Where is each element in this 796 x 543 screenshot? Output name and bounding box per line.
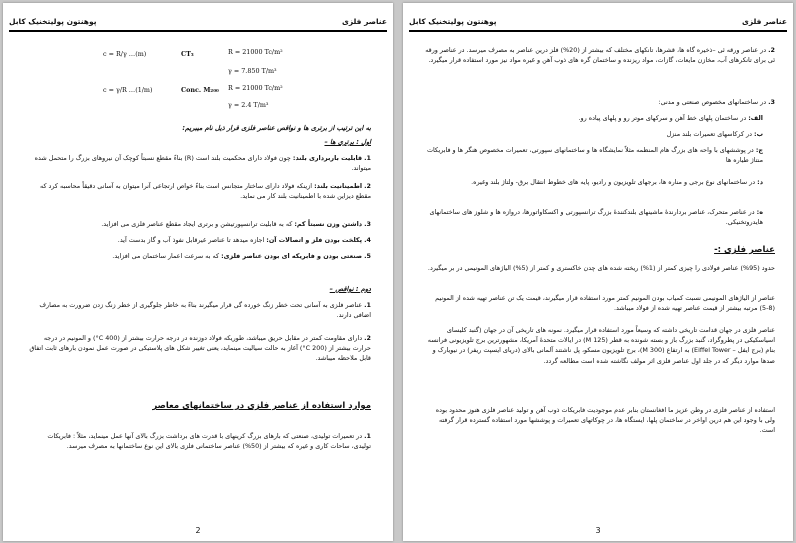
use-item: 3. در ساختمانهای مخصوص صنعتی و مدنی: (658, 98, 775, 106)
formula-1-value-gamma: γ = 7.850 T/m³ (228, 67, 277, 75)
disadvantage-item: 1. عناصر فلزی به آسانی تحت خطر زنگ خورده گی قرار میگیرند بناءً به خاطر جلوگیری از خطر زنگ زدن ضرورت به مصارف اضافی دارند. (39, 301, 371, 320)
sublist-item: د: در ساختمانهای نوع برجی و مناره ها، برجهای تلویزیون و رادیو، پایه های خطوط انتقال برق- ولتاژ بلند وغیره. (471, 178, 763, 186)
advantage-item: 4. پکلخت بودن فلز و اتصالات آن: اجازه میدهد تا عناصر غیرقابل نفوذ آب و گاز بدست آید. (117, 236, 371, 244)
sublist-item: ه: در عناصر متحرک، عناصر بردارندهٔ ماشینهای بلندکنندهٔ بزرگ ترانسپورتی و اکسکاواتورها، دروازه ها و شلوز های ساختمانهای هایدروتخنیکی. (429, 208, 763, 227)
page-3 (403, 3, 793, 541)
advantage-item: 5. صنعتی بودن و فابریکه ای بودن عناصر فلزی: که به سرعت اعمار ساختمان می افزاید. (112, 252, 371, 260)
section-title-uses: موارد استفاده از عناصر فلزی در ساختمانهای معاصر (152, 401, 371, 411)
formula-2-expr: c = γ/R …(1/m) (103, 86, 153, 94)
advantages-title: اول : برتری ها – (324, 138, 371, 146)
intro-text: به این ترتیب از برتری ها و نواقص عناصر فلزی قرار ذیل نام میبریم: (182, 124, 371, 132)
formula-2-label: Conc. M₂₀₀ (181, 86, 219, 94)
page-number: 2 (195, 526, 201, 535)
page-2 (3, 3, 393, 541)
header-topic: عناصر فلزی (341, 17, 387, 26)
advantage-item: 3. داشتن وزن نسبتاً کم: که به قابلیت ترانسپورتیشن و برتری ایجاد مقطع عناصر فلزی می افزاید. (101, 220, 371, 228)
formula-1-value-r: R = 21000 Tc/m² (228, 48, 283, 56)
header-company: پوهنتون پولیتخنیک کابل (409, 17, 497, 26)
use-item: 2. در عناصر ورقه ئی –ذخیره گاه ها، قشرها، تانکهای مختلف که بیشتر از (20%) فلز درین عناصر به مصرف میرسد. در عناصر ورقه ئی برای تانکرهای آب، مخازن مایعات، گازات، مواد ریزنده و ساختمان گره های ذوب آهن و غیره مواد نیز مورد استفاده قرار میگیرد. (425, 46, 775, 65)
header-topic: عناصر فلزی (741, 17, 787, 26)
sublist-item: ج: در پوششهای با واحه های بزرگ هام المنظمه مثلاً نمایشگاه ها و ساختمانهای سپورتی، تعمیرات مخصوص هنگر ها و فابریکات منتاژ طیاره ها (426, 146, 763, 165)
formula-1-expr: c = R/γ …(m) (103, 50, 147, 58)
disadvantages-title: دوم : نواقص – (329, 285, 371, 293)
advantage-item: 1. قابلیت باربرداری بلند: چون فولاد دارای محکمیت بلند است (R) بناءً مقطع نسبتاً کوچک آن نیروهای بزرگ را متحمل شده میتواند. (34, 154, 371, 173)
paragraph: عناصر از الیاژهای المونیمی نسبت کمیاب بودن المونیم کمتر مورد استفاده قرار میگیرند، قیمت یک تن عناصر تهیه شده از المونیم (8-5) مرتبه بیشتر از قیمت عناصر تهیه شده از فولاد میباشد. (435, 294, 775, 313)
paragraph: عناصر فلزی در جهان قدامت تاریخی داشته که وسیعاً مورد استفاده قرار میگیرد. نمونه های تاریخی آن در جهان (گنبد کلیسای اسیاسکیکی در پطروگراد، گنبد بزرگ باز و بسته شونده به قطر (125 M) در ایالات متحدهٔ آمریکا، مشهورترین برج تلویزیونی فرانسه بنام (برج ایفل – Eiffel Tower) به ارتفاع (300 M)، برج تلویزیون مسکو، پل ناشتند آلمانی بالای (دریای ایسپت ریفر) در نیویارک و صدها موارد دیگر که در جلد اول عناصر فلزی اثر مولف نگاشته شده است مطالعه گردد. (427, 326, 775, 365)
page-number: 3 (595, 526, 601, 535)
page-header (9, 15, 387, 32)
formula-1-label: CT₃ (181, 50, 194, 58)
use-item: 1. در تعمیرات تولیدی، صنعتی که بارهای بزرگ کرینهای با قدرت های برداشت بزرگ بالای آنها عمل مینماید، مثلاً : فابریکات تولیدی، ساحات کاری و غیره که بیشتر از (50%) عناصر ساختمانی فلزی بالای این نوع ساختمانها به مصرف میرسد. (47, 432, 371, 451)
formula-2-value-r: R = 21000 Tc/m² (228, 84, 283, 92)
paragraph: استفاده از عناصر فلزی در وطن عزیز ما افغانستان بنابر عدم موجودیت فابریکات ذوب آهن و تولید عناصر فلزی هنوز محدود بوده ولی با وجود این هم درین اواخر در ساختمان پلها، ایستگاه ها، در چوکاتهای تعمیرات و پوششها مورد استفاده گسترده قرار گرفته است. (435, 406, 775, 435)
page-header (409, 15, 787, 32)
formula-2-value-gamma: γ = 2.4 T/m³ (228, 101, 269, 109)
header-company: پوهنتون پولیتخنیک کابل (9, 17, 97, 26)
disadvantage-item: 2. دارای مقاومت کمتر در مقابل حریق میباشد، طوریکه فولاد دوزنده در درجه حرارت بیشتر از (400 C°) و المونیم در درجه حرارت بیشتر از (200 C°) آغاز به حالت سیالیت مینماید، یعنی تغییر شکل های پلاستیکی در صورت عمل نمودن بارهای ثابت اتفاق قابل ملاحظه میباشد. (29, 334, 371, 363)
advantage-item: 2. اطمینانیت بلند: ازینکه فولاد دارای ساختار متجانس است بناءً خواص ارتجاعی آنرا میتوان به آسانی دقیقاً محاسبه کرد که مقطع دیزاین شده با اطمینانیت بلند کار می نماید. (40, 182, 371, 201)
section-title-metal: عناصر فلزی :- (714, 245, 775, 255)
paragraph: حدود (95%) عناصر فولادی را چیزی کمتر از (1%) ریخته شده های چدن خاکستری و کمتر از (5%) الیاژهای المونیمی در بر میگیرد. (427, 264, 775, 272)
sublist-item: ب: در کرکاسهای تعمیرات بلند منزل (666, 130, 763, 138)
sublist-item: الف: در ساختمان پلهای خط آهن و سرکهای موتر رو و پلهای پیاده رو. (578, 114, 763, 122)
